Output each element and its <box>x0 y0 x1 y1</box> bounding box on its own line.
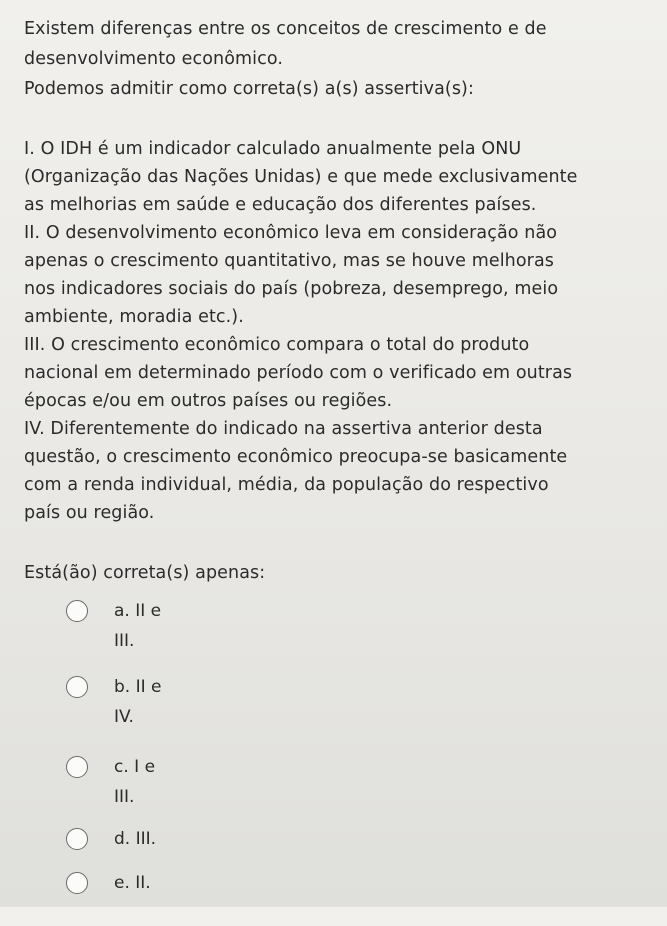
option-b-label: b. II e <box>114 677 162 697</box>
answer-prompt: Está(ão) correta(s) apenas: <box>24 563 266 583</box>
option-a-label-continued: III. <box>114 631 135 651</box>
option-c-label-continued: III. <box>114 787 135 807</box>
radio-button-icon[interactable] <box>66 872 88 894</box>
option-d-label: d. III. <box>114 829 157 849</box>
assertion-line: apenas o crescimento quantitativo, mas se houve melhoras <box>24 251 555 271</box>
option-b-label-continued: IV. <box>114 707 134 727</box>
radio-button-icon[interactable] <box>66 756 88 778</box>
radio-button-icon[interactable] <box>66 828 88 850</box>
option-a[interactable] <box>66 594 266 654</box>
option-a-label: a. II e <box>114 601 162 621</box>
question-line-1: Existem diferenças entre os conceitos de crescimento e de <box>24 19 547 39</box>
option-e-label: e. II. <box>114 873 151 893</box>
assertion-line: com a renda individual, média, da população do respectivo <box>24 475 549 495</box>
assertion-line: nacional em determinado período com o verificado em outras <box>24 363 573 383</box>
assertion-line: I. O IDH é um indicador calculado anualmente pela ONU <box>24 139 522 159</box>
assertion-line: país ou região. <box>24 503 155 523</box>
assertion-line: nos indicadores sociais do país (pobreza, desemprego, meio <box>24 279 559 299</box>
assertion-line: questão, o crescimento econômico preocupa-se basicamente <box>24 447 568 467</box>
assertion-line: (Organização das Nações Unidas) e que mede exclusivamente <box>24 167 578 187</box>
option-b[interactable] <box>66 670 266 730</box>
option-c[interactable] <box>66 750 266 810</box>
assertion-line: ambiente, moradia etc.). <box>24 307 244 327</box>
option-e[interactable] <box>66 866 266 926</box>
assertion-line: épocas e/ou em outros países ou regiões. <box>24 391 393 411</box>
question-line-3: Podemos admitir como correta(s) a(s) assertiva(s): <box>24 79 474 99</box>
assertion-line: as melhorias em saúde e educação dos diferentes países. <box>24 195 537 215</box>
radio-button-icon[interactable] <box>66 600 88 622</box>
radio-button-icon[interactable] <box>66 676 88 698</box>
assertion-line: IV. Diferentemente do indicado na assertiva anterior desta <box>24 419 543 439</box>
assertion-line: III. O crescimento econômico compara o total do produto <box>24 335 530 355</box>
option-c-label: c. I e <box>114 757 156 777</box>
question-line-2: desenvolvimento econômico. <box>24 49 284 69</box>
assertion-line: II. O desenvolvimento econômico leva em consideração não <box>24 223 558 243</box>
